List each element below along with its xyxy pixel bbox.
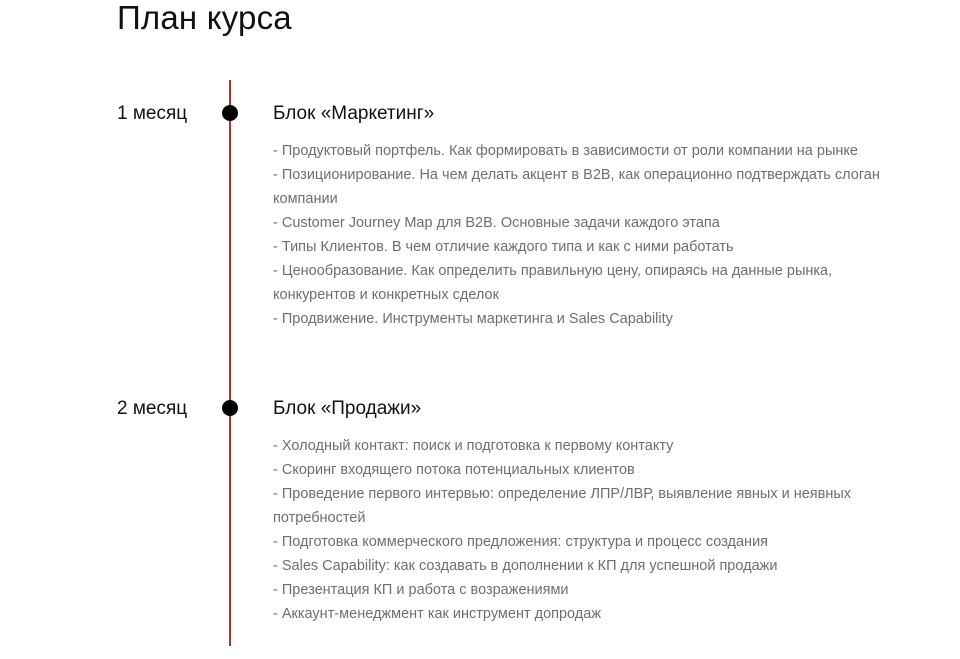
timeline-line — [229, 80, 231, 646]
topic-item: - Скоринг входящего потока потенциальных клиентов — [273, 462, 635, 478]
topic-item: - Проведение первого интервью: определение ЛПР/ЛВР, выявление явных и неявных потребностей — [273, 486, 852, 526]
timeline-dot — [222, 105, 238, 121]
timeline-dot — [222, 400, 238, 416]
topic-item: - Аккаунт-менеджмент как инструмент допродаж — [273, 606, 602, 622]
page-title: План курса — [117, 0, 292, 36]
block-topic-list — [273, 434, 888, 626]
topic-item: - Холодный контакт: поиск и подготовка к первому контакту — [273, 438, 674, 454]
month-label: 2 месяц — [117, 398, 188, 419]
block-title: Блок «Маркетинг» — [273, 103, 435, 124]
month-label: 1 месяц — [117, 103, 188, 124]
block-topic-list — [273, 139, 888, 331]
topic-item: - Презентация КП и работа с возражениями — [273, 582, 569, 598]
topic-item: - Ценообразование. Как определить правильную цену, опираясь на данные рынка, конкурентов и конкретных сделок — [273, 263, 833, 303]
topic-item: - Продвижение. Инструменты маркетинга и Sales Capability — [273, 311, 673, 327]
block-title: Блок «Продажи» — [273, 398, 422, 419]
topic-item: - Типы Клиентов. В чем отличие каждого типа и как с ними работать — [273, 239, 734, 255]
topic-item: - Подготовка коммерческого предложения: структура и процесс создания — [273, 534, 769, 550]
topic-item: - Customer Journey Map для B2B. Основные задачи каждого этапа — [273, 215, 720, 231]
topic-item: - Sales Capability: как создавать в дополнении к КП для успешной продажи — [273, 558, 778, 574]
topic-item: - Продуктовый портфель. Как формировать в зависимости от роли компании на рынке — [273, 143, 858, 159]
topic-item: - Позиционирование. На чем делать акцент в B2B, как операционно подтверждать слоган компании — [273, 167, 880, 207]
